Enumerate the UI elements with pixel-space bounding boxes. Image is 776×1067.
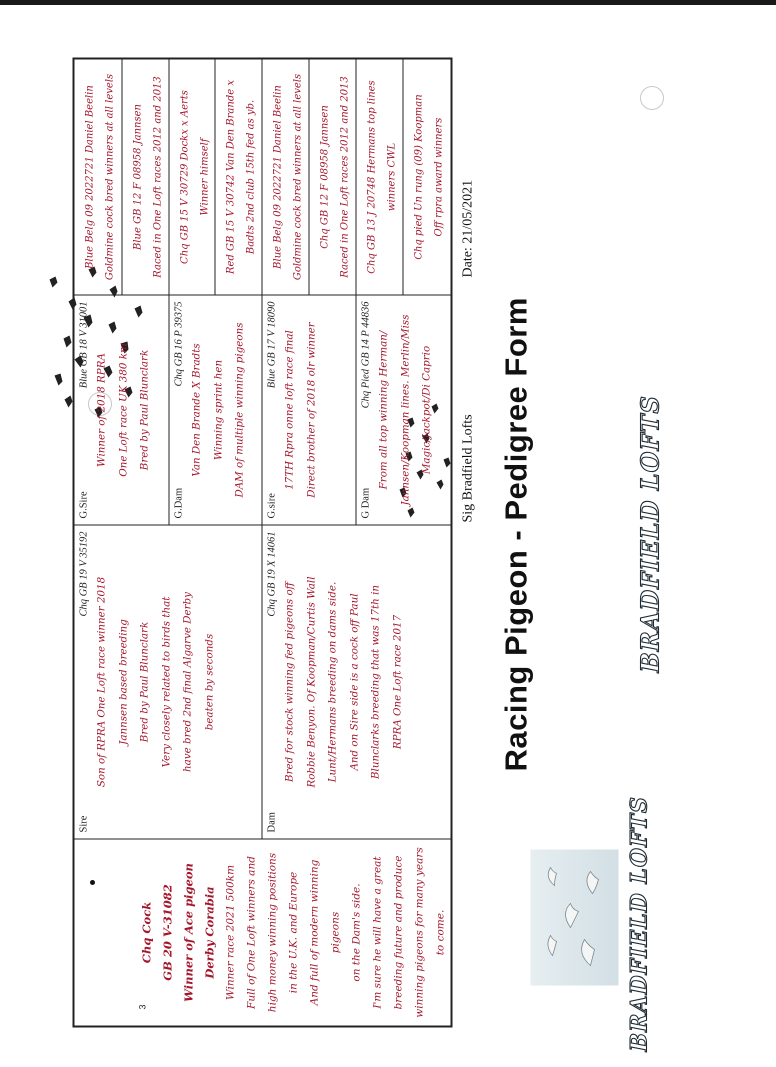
sire-line: Very closely related to birds that xyxy=(159,596,172,767)
g-sire-bottom-cell xyxy=(262,295,355,524)
main-bird-line: in the U.K. and Europe xyxy=(287,871,299,993)
ggp-line: Goldmine cock bred winners at all levels xyxy=(292,73,303,280)
ggp-line: Chq pied Un rung (09) Koopman xyxy=(413,93,424,260)
date: Date: 21/05/2021 xyxy=(460,179,475,277)
ggp-line: Blue Belg 09 2022721 Daniel Beelin xyxy=(84,84,95,269)
g-dam-line: DAM of multiple winning pigeons xyxy=(233,322,245,498)
great-grandparent-cell xyxy=(309,59,355,294)
sire-line: Bred by Paul Blunclark xyxy=(138,621,150,742)
main-bird-line: on the Dam's side. xyxy=(350,882,362,982)
sire-line: Son of RPRA One Loft race winner 2018 xyxy=(95,576,107,787)
g-sire-line: 17TH Rpra onne loft race final xyxy=(283,329,295,490)
logo-bottom: BRADFIELD LOFTS xyxy=(635,394,664,672)
g-sire-line: Winner of 2018 RPRA xyxy=(95,352,107,467)
ggp-line: Blue Belg 09 2022721 Daniel Beelin xyxy=(272,84,283,269)
main-bird-line: And full of modern winning pigeons xyxy=(308,859,341,1005)
main-bird-line: breeding future and produce xyxy=(392,855,404,1009)
ggp-line: winners CWL xyxy=(386,142,397,211)
dam-label: Dam xyxy=(266,811,277,832)
great-grandparent-cell xyxy=(403,59,450,294)
page-number: 3 xyxy=(137,1004,148,1010)
g-dam-bottom-cell xyxy=(356,295,450,524)
great-grandparent-cell xyxy=(169,59,214,294)
ggp-line: Blue GB 12 F 08958 Jannsen xyxy=(132,103,143,250)
ggp-line: Red GB 15 V 30742 Van Den Brande x xyxy=(225,79,236,274)
g-sire-ring: Blue GB 17 V 18090 xyxy=(266,301,277,388)
page-title: Racing Pigeon - Pedigree Form xyxy=(498,296,533,771)
main-bird-line: winning pigeons for many years to come. xyxy=(413,846,446,1018)
pigeons-in-flight-icon xyxy=(530,849,618,985)
g-dam-line: From all top winning Herman/ xyxy=(377,330,389,489)
great-grandparent-cell xyxy=(215,59,261,294)
main-bird-line: Winner race 2021 500km xyxy=(224,864,236,1000)
sire-line: beaten by seconds xyxy=(202,633,215,730)
great-grandparent-cell xyxy=(262,59,308,294)
g-sire-line: One Loft race UK 380 km xyxy=(116,342,129,477)
g-sire-label: G.sire xyxy=(266,492,277,518)
main-bird-line: high money winning positions xyxy=(266,852,278,1012)
sire-line: have bred 2nd final Algarve Derby xyxy=(181,591,193,772)
great-grandparent-cell xyxy=(74,59,121,294)
dam-cell xyxy=(262,525,450,838)
g-sire-line: Direct brother of 2018 olr winner xyxy=(304,321,317,498)
g-dam-line: Magic/Jackpot/Di Caprio xyxy=(420,345,432,474)
g-dam-line: Jannsen/Koopman lines. Merlin/Miss xyxy=(398,314,411,506)
sire-ring: Chq GB 19 V 35192 xyxy=(78,531,89,616)
main-bird-line: I'm sure he will have a great xyxy=(371,855,383,1009)
pigeon-photo xyxy=(530,849,618,985)
g-dam-line: Winning sprint hen xyxy=(211,359,224,460)
sire-label: Sire xyxy=(78,815,89,832)
g-sire-ring: Blue GB 18 V 31001 xyxy=(78,301,89,388)
ggp-line: Raced in One Loft races 2012 and 2013 xyxy=(152,75,163,278)
signature: Sig Bradfield Lofts xyxy=(460,413,475,522)
ggp-line: Off rpra award winners xyxy=(433,117,444,236)
ggp-line: Raced in One Loft races 2012 and 2013 xyxy=(339,75,350,278)
main-bird-line: Full of One Loft winners and xyxy=(245,855,257,1009)
g-sire-top-cell xyxy=(74,295,168,524)
ggp-line: Chq GB 12 F 08958 Jannsen xyxy=(319,104,330,249)
dam-line: And on Sire side is a cock off Paul xyxy=(347,593,360,771)
sire-line: Jannsen based breeding xyxy=(116,618,129,745)
logo-top: BRADFIELD LOFTS xyxy=(626,795,652,1051)
g-sire-label: G.Sire xyxy=(78,490,89,518)
pedigree-table xyxy=(72,57,452,1027)
g-dam-top-cell xyxy=(169,295,261,524)
main-bird-line: GB 20 V-31082 xyxy=(160,883,174,981)
dam-line: RPRA One Loft race 2017 xyxy=(390,614,403,749)
dam-line: Bred for stock winning fed pigeons off xyxy=(283,581,295,782)
ggp-line: Winner himself xyxy=(199,137,210,216)
main-bird-line: Chq Cock xyxy=(139,901,153,963)
dam-line: Lunt/Hermans breeding on dams side. xyxy=(326,581,338,782)
dam-line: Robbie Benyon. Of Koopman/Curtis Wall xyxy=(304,575,317,788)
dam-ring: Chq GB 19 X 14061 xyxy=(266,531,277,617)
main-bird-line: Winner of Ace pigeon Derby Corabia xyxy=(181,862,216,1002)
ggp-line: Chq GB 15 V 30729 Dockx x Aerts xyxy=(179,89,190,264)
ggp-line: Badts 2nd club 15th fed as yb. xyxy=(245,99,256,254)
g-dam-ring: Chq Pied GB 14 P 44836 xyxy=(360,301,371,408)
sire-cell xyxy=(74,525,261,838)
ggp-line: Chq GB 13 J 20748 Hermans top lines xyxy=(366,79,377,274)
main-bird-cell xyxy=(74,839,450,1025)
g-sire-line: Bred by Paul Blunclark xyxy=(138,349,150,470)
great-grandparent-cell xyxy=(122,59,168,294)
great-grandparent-cell xyxy=(356,59,402,294)
dam-line: Blunclarks breeding that was 17th in xyxy=(369,584,381,779)
g-dam-ring: Chq GB 16 P 39375 xyxy=(173,301,184,386)
g-dam-line: Van Den Brande X Bradts xyxy=(190,342,202,477)
ggp-line: Goldmine cock bred winners at all levels xyxy=(104,73,115,280)
g-dam-label: G Dam xyxy=(360,487,371,518)
g-dam-label: G.Dam xyxy=(173,487,184,518)
